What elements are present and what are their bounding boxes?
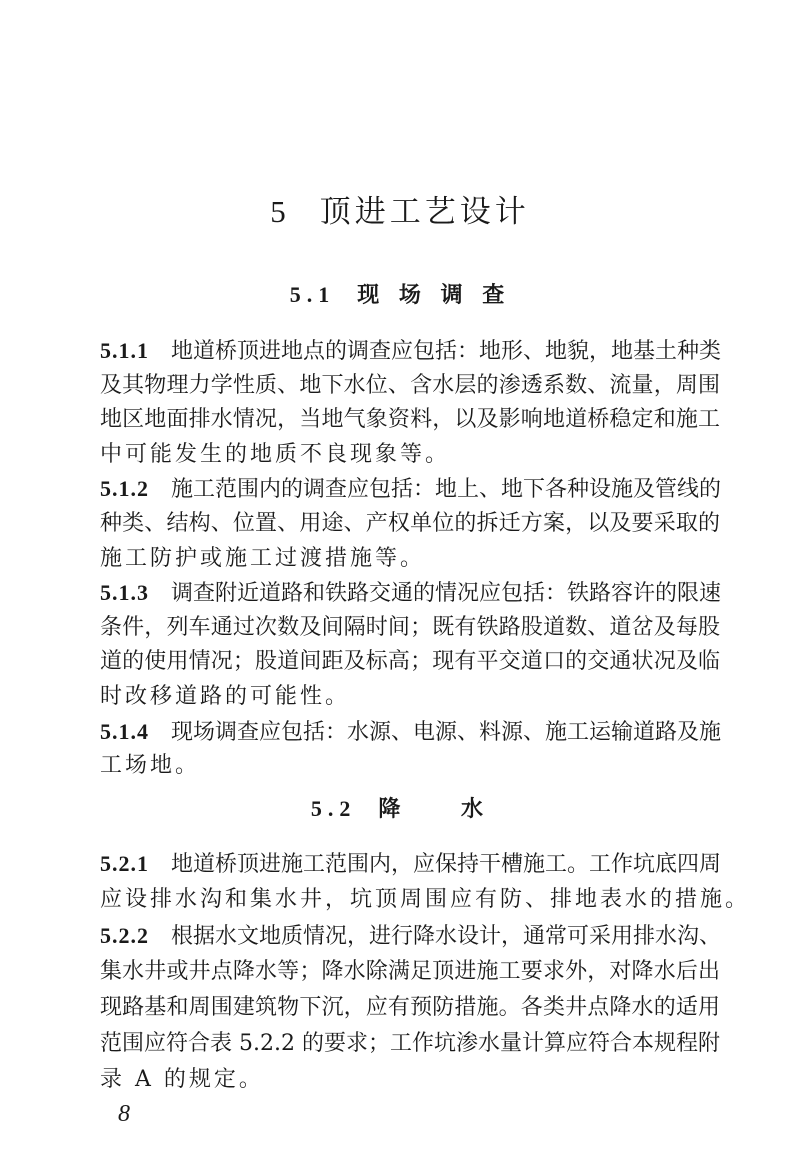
text-line: 地区地面排水情况，当地气象资料，以及影响地道桥稳定和施工 bbox=[100, 407, 720, 433]
chapter-title bbox=[0, 186, 800, 231]
clause-5-1-2 bbox=[100, 472, 720, 507]
chapter-title-text: 顶进工艺设计 bbox=[319, 194, 530, 230]
text-line: 中可能发生的地质不良现象等。 bbox=[100, 441, 451, 467]
chapter-number: 5 bbox=[270, 194, 290, 229]
clause-number: 5.1.3 bbox=[100, 580, 149, 606]
section-number: 5.1 bbox=[289, 282, 336, 307]
text-line: 道的使用情况；股道间距及标高；现有平交道口的交通状况及临 bbox=[100, 649, 720, 675]
text-line: 现场调查应包括：水源、电源、料源、施工运输道路及施 bbox=[171, 719, 722, 745]
section-heading-5-2 bbox=[0, 792, 800, 823]
section-title: 降 水 bbox=[378, 796, 490, 822]
clause-5-2-2 bbox=[100, 918, 720, 954]
text-line: 条件，列车通过次数及间隔时间；既有铁路股道数、道岔及每股 bbox=[100, 614, 720, 640]
text-line: 现路基和周围建筑物下沉，应有预防措施。各类井点降水的适用 bbox=[100, 995, 720, 1020]
clause-number: 5.1.1 bbox=[100, 338, 149, 363]
page-number: 8 bbox=[118, 1101, 130, 1127]
section-number: 5.2 bbox=[310, 796, 357, 821]
text-line: 施工防护或施工过渡措施等。 bbox=[100, 545, 426, 571]
section-5-2-body bbox=[100, 846, 751, 1098]
text-line: 地道桥顶进施工范围内，应保持干槽施工。工作坑底四周 bbox=[171, 852, 722, 877]
text-line: 施工范围内的调查应包括：地上、地下各种设施及管线的 bbox=[171, 477, 722, 503]
text-line: 地道桥顶进地点的调查应包括：地形、地貌，地基土种类 bbox=[171, 339, 722, 364]
clause-5-1-4 bbox=[100, 715, 720, 750]
section-title: 现 场 调 查 bbox=[357, 282, 511, 308]
text-line: 录 A 的规定。 bbox=[100, 1067, 264, 1092]
clause-5-1-3 bbox=[100, 576, 720, 611]
text-line: 调查附近道路和铁路交通的情况应包括：铁路容许的限速 bbox=[171, 581, 722, 607]
text-line: 及其物理力学性质、地下水位、含水层的渗透系数、流量，周围 bbox=[100, 372, 720, 398]
text-line: 工场地。 bbox=[100, 753, 201, 779]
clause-number: 5.2.1 bbox=[100, 851, 149, 876]
text-line: 根据水文地质情况，进行降水设计，通常可采用排水沟、 bbox=[171, 924, 722, 949]
text-line: 范围应符合表 5.2.2 的要求；工作坑渗水量计算应符合本规程附 bbox=[100, 1031, 720, 1056]
clause-5-2-1 bbox=[100, 846, 720, 882]
clause-5-1-1 bbox=[100, 334, 720, 369]
clause-number: 5.2.2 bbox=[100, 923, 149, 948]
clause-number: 5.1.2 bbox=[100, 476, 149, 502]
section-heading-5-1 bbox=[0, 278, 800, 309]
clause-number: 5.1.4 bbox=[100, 718, 149, 744]
text-line: 集水井或井点降水等；降水除满足顶进施工要求外，对降水后出 bbox=[100, 959, 720, 984]
text-line: 种类、结构、位置、用途、产权单位的拆迁方案，以及要采取的 bbox=[100, 510, 720, 536]
text-line: 时改移道路的可能性。 bbox=[100, 683, 351, 709]
section-5-1-body bbox=[100, 334, 720, 784]
text-line: 应设排水沟和集水井，坑顶周围应有防、排地表水的措施。 bbox=[100, 887, 751, 912]
